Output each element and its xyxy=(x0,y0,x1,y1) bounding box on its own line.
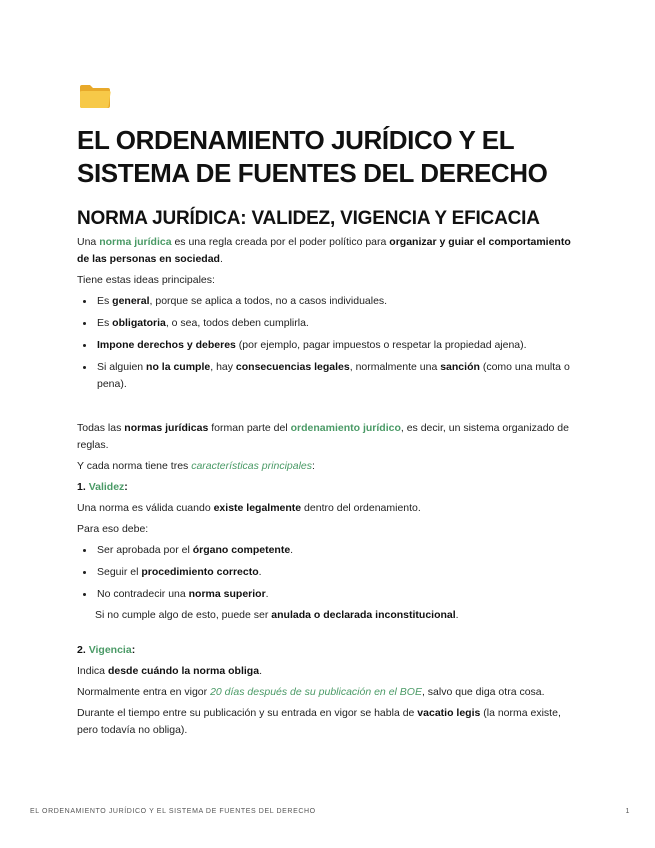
folder-icon xyxy=(78,82,112,110)
text: Indica xyxy=(77,665,108,677)
text: Es xyxy=(97,295,113,307)
term-caracteristicas: características principales xyxy=(191,460,312,472)
text: Normalmente entra en vigor xyxy=(77,686,211,698)
validez-lead: Para eso debe: xyxy=(77,523,149,535)
text: (la norma existe, pero todavía no obliga). xyxy=(77,707,561,736)
vigencia-paragraph-2 xyxy=(77,684,582,701)
intro-paragraph xyxy=(77,234,582,268)
ordenamiento-paragraph xyxy=(77,420,582,454)
validez-note xyxy=(95,607,582,624)
list-item xyxy=(95,293,582,310)
text: Si alguien xyxy=(97,361,147,373)
text: Es xyxy=(97,317,113,329)
term-ordenamiento-juridico: ordenamiento jurídico xyxy=(290,422,401,434)
text: , es decir, un sistema organizado de reglas. xyxy=(77,422,569,451)
bold-text: norma superior xyxy=(188,588,266,600)
text: . xyxy=(290,544,294,556)
page-footer xyxy=(30,808,630,815)
caracteristicas-paragraph xyxy=(77,458,582,475)
text: : xyxy=(312,460,315,472)
bold-text: sanción xyxy=(440,361,480,373)
text: , hay xyxy=(210,361,236,373)
text: dentro del ordenamiento. xyxy=(301,502,421,514)
text: (por ejemplo, pagar impuestos o respetar la propiedad ajena). xyxy=(235,339,527,351)
bold-text: obligatoria xyxy=(112,317,166,329)
bold-text: normas jurídicas xyxy=(124,422,209,434)
spacer xyxy=(77,624,582,642)
text: . xyxy=(219,253,223,265)
text: , porque se aplica a todos, no a casos individuales. xyxy=(149,295,388,307)
list-item xyxy=(95,315,582,332)
bold-text: organizar y guiar el comportamiento de las personas en sociedad xyxy=(77,236,571,265)
colon: : xyxy=(131,644,136,656)
document-body xyxy=(77,234,582,743)
footer-title: EL ORDENAMIENTO JURÍDICO Y EL SISTEMA DE FUENTES DEL DERECHO xyxy=(30,808,316,815)
ideas-lead: Tiene estas ideas principales: xyxy=(77,274,215,286)
text: , normalmente una xyxy=(349,361,441,373)
bold-text: consecuencias legales xyxy=(235,361,350,373)
text: Seguir el xyxy=(97,566,142,578)
term-validez: Validez xyxy=(88,481,125,493)
vigencia-paragraph-1 xyxy=(77,663,582,680)
number: 2. xyxy=(77,644,89,656)
term-20-dias: 20 días después de su publicación en el BOE xyxy=(210,686,422,698)
text: . xyxy=(259,665,262,677)
term-vigencia: Vigencia xyxy=(88,644,132,656)
text: . xyxy=(455,609,459,621)
text: es una regla creada por el poder político para xyxy=(171,236,390,248)
list-item xyxy=(95,542,582,559)
text: Una norma es válida cuando xyxy=(77,502,214,514)
text: Durante el tiempo entre su publicación y su entrada en vigor se habla de xyxy=(77,707,418,719)
bold-text: órgano competente xyxy=(192,544,291,556)
bold-text: procedimiento correcto xyxy=(141,566,259,578)
text: . xyxy=(265,588,269,600)
bold-text: anulada o declarada inconstitucional xyxy=(271,609,456,621)
validez-heading xyxy=(77,479,582,496)
bold-text: vacatio legis xyxy=(417,707,481,719)
bold-text: desde cuándo la norma obliga xyxy=(107,665,260,677)
text: , o sea, todos deben cumplirla. xyxy=(165,317,309,329)
page-number: 1 xyxy=(625,808,630,815)
text: (como una multa o pena). xyxy=(97,361,570,390)
list-item xyxy=(95,359,582,393)
list-item xyxy=(95,564,582,581)
text: forman parte del xyxy=(208,422,291,434)
list-item xyxy=(95,586,582,603)
text: Si no cumple algo de esto, puede ser xyxy=(95,609,272,621)
validez-paragraph xyxy=(77,500,582,517)
text: Ser aprobada por el xyxy=(97,544,193,556)
text: Una xyxy=(77,236,100,248)
text: . xyxy=(258,566,262,578)
bold-text: existe legalmente xyxy=(213,502,302,514)
bold-text: no la cumple xyxy=(146,361,211,373)
text: Todas las xyxy=(77,422,125,434)
vigencia-paragraph-3 xyxy=(77,705,582,739)
section-title: NORMA JURÍDICA: VALIDEZ, VIGENCIA Y EFICACIA xyxy=(77,208,540,229)
colon: : xyxy=(124,481,128,493)
bold-text: general xyxy=(112,295,150,307)
text: No contradecir una xyxy=(97,588,189,600)
bold-text: Impone derechos y deberes xyxy=(97,339,236,351)
validez-list xyxy=(77,542,582,603)
document-title: EL ORDENAMIENTO JURÍDICO Y EL SISTEMA DE FUENTES DEL DERECHO xyxy=(77,125,548,188)
number: 1. xyxy=(77,481,89,493)
text: , salvo que diga otra cosa. xyxy=(421,686,545,698)
spacer xyxy=(77,398,582,420)
term-norma-juridica: norma jurídica xyxy=(99,236,172,248)
ideas-list xyxy=(77,293,582,393)
list-item xyxy=(95,337,582,354)
text: Y cada norma tiene tres xyxy=(77,460,192,472)
vigencia-heading xyxy=(77,642,582,659)
